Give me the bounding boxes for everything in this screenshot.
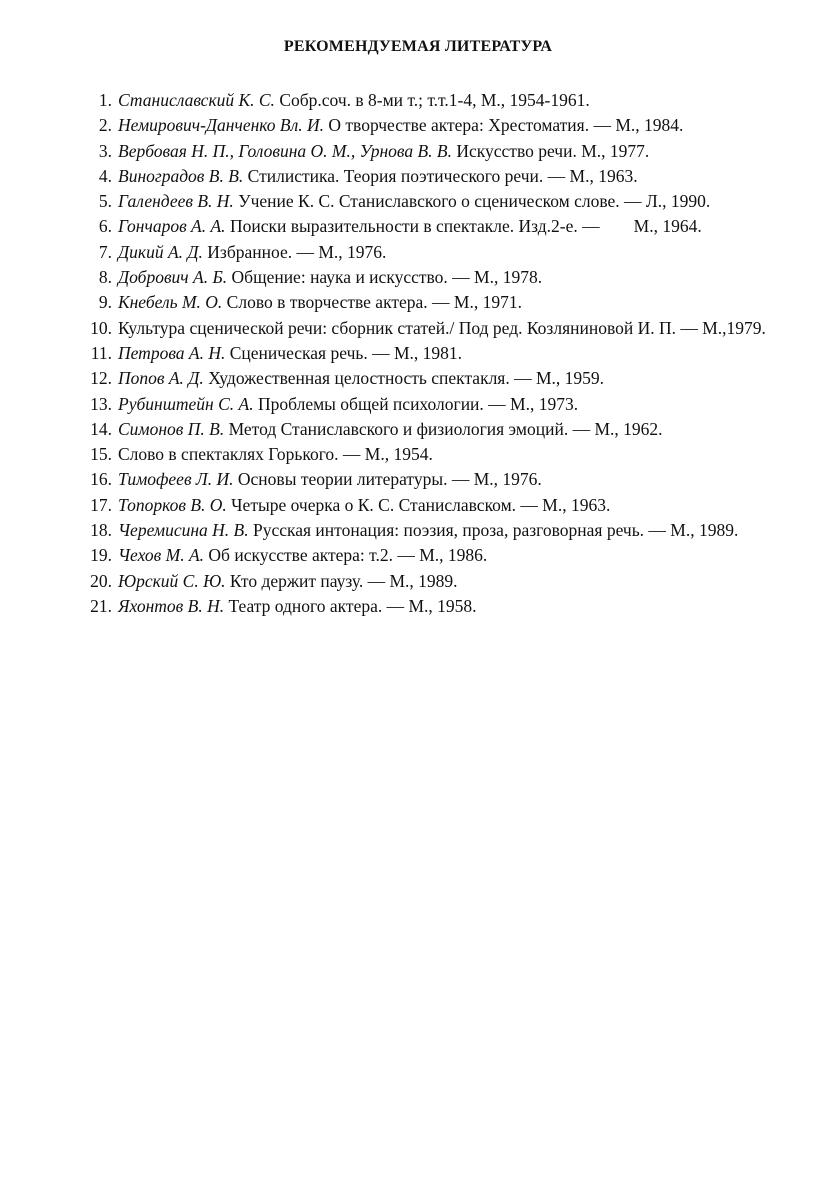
reference-item — [44, 88, 820, 113]
item-author: Гончаров А. А. — [118, 216, 226, 237]
item-number: 20. — [90, 570, 112, 591]
item-author: Виноградов В. В. — [118, 165, 244, 186]
item-number: 21. — [90, 595, 112, 616]
item-author: Вербовая Н. П., Головина О. М., Урнова В. В. — [118, 140, 452, 161]
item-author: Немирович-Данченко Вл. И. — [118, 115, 325, 136]
item-author: Яхонтов В. Н. — [118, 595, 225, 616]
reference-item — [44, 214, 820, 239]
item-text: Сценическая речь. — М., 1981. — [229, 342, 463, 363]
item-author: Кнебель М. О. — [118, 292, 223, 313]
reference-item — [44, 493, 820, 518]
item-text: Основы теории литературы. — М., 1976. — [237, 469, 542, 490]
item-number: 2. — [98, 115, 112, 136]
reference-item — [44, 164, 820, 189]
item-text: Собр.соч. в 8-ми т.; т.т.1-4, М., 1954-1961. — [279, 90, 590, 110]
item-text: Театр одного актера. — М., 1958. — [228, 595, 477, 616]
item-text: Избранное. — М., 1976. — [207, 241, 387, 262]
item-number: 17. — [90, 494, 112, 515]
reference-item — [44, 341, 820, 366]
item-author: Черемисина Н. В. — [118, 520, 249, 541]
item-text: О творчестве актера: Хрестоматия. — М., 1984. — [328, 115, 684, 136]
item-number: 5. — [98, 191, 112, 212]
item-text: Об искусстве актера: т.2. — М., 1986. — [208, 545, 488, 566]
reference-item — [44, 543, 820, 568]
item-text: Общение: наука и искусство. — М., 1978. — [231, 267, 543, 288]
reference-item — [44, 265, 820, 290]
item-author: Юрский С. Ю. — [118, 570, 226, 591]
reference-item — [44, 316, 820, 341]
item-author: Станиславский К. С. — [118, 90, 275, 110]
reference-item — [44, 189, 820, 214]
reference-item — [44, 392, 820, 417]
item-author: Чехов М. А. — [118, 545, 205, 566]
item-author: Топорков В. О. — [118, 494, 227, 515]
reference-item — [44, 240, 820, 265]
item-text: Русская интонация: поэзия, проза, разговорная речь. — М., 1989. — [252, 520, 739, 541]
item-text-continued: М., 1964. — [633, 216, 702, 237]
reference-item — [44, 290, 820, 315]
item-number: 18. — [90, 520, 112, 541]
item-number: 10. — [90, 317, 112, 338]
item-author: Попов А. Д. — [118, 368, 204, 389]
reference-item — [44, 518, 820, 543]
item-text: Культура сценической речи: сборник статей./ Под ред. Козляниновой И. П. — М.,1979. — [118, 317, 766, 338]
item-number: 12. — [90, 368, 112, 389]
reference-item — [44, 113, 820, 138]
item-author: Добрович А. Б. — [118, 267, 228, 288]
item-number: 13. — [90, 393, 112, 414]
item-author: Тимофеев Л. И. — [118, 469, 234, 490]
reference-item — [44, 139, 820, 164]
item-text: Четыре очерка о К. С. Станиславском. — М., 1963. — [231, 494, 611, 515]
item-number: 3. — [98, 140, 112, 161]
item-text: Искусство речи. М., 1977. — [456, 140, 650, 161]
item-text: Художественная целостность спектакля. — М., 1959. — [208, 368, 605, 389]
item-text: Проблемы общей психологии. — М., 1973. — [257, 393, 579, 414]
reference-item — [44, 569, 820, 594]
item-number: 16. — [90, 469, 112, 490]
item-number: 1. — [98, 90, 112, 110]
item-number: 9. — [98, 292, 112, 313]
item-number: 6. — [98, 216, 112, 237]
item-author: Рубинштейн С. А. — [118, 393, 254, 414]
item-author: Галендеев В. Н. — [118, 191, 234, 212]
item-text: Стилистика. Теория поэтического речи. — М., 1963. — [247, 165, 638, 186]
item-author: Дикий А. Д. — [118, 241, 203, 262]
item-number: 15. — [90, 444, 112, 465]
reference-item — [44, 467, 820, 492]
page-title: РЕКОМЕНДУЕМАЯ ЛИТЕРАТУРА — [283, 38, 553, 55]
reference-item — [44, 442, 820, 467]
reference-item — [44, 417, 820, 442]
item-number: 7. — [98, 241, 112, 262]
item-author: Петрова А. Н. — [118, 342, 226, 363]
item-number: 11. — [90, 342, 112, 363]
item-number: 19. — [90, 545, 112, 566]
reference-item — [44, 594, 820, 619]
item-text: Метод Станиславского и физиология эмоций. — М., 1962. — [228, 418, 663, 439]
item-author: Симонов П. В. — [118, 418, 225, 439]
item-text: Слово в спектаклях Горького. — М., 1954. — [118, 444, 433, 465]
item-text: Поиски выразительности в спектакле. Изд.2-е. — — [229, 216, 600, 237]
item-text: Учение К. С. Станиславского о сценическом слове. — Л., 1990. — [238, 191, 711, 212]
reference-list — [44, 88, 820, 619]
item-text: Слово в творчестве актера. — М., 1971. — [226, 292, 522, 313]
item-number: 14. — [90, 418, 112, 439]
item-text: Кто держит паузу. — М., 1989. — [229, 570, 458, 591]
item-number: 8. — [98, 267, 112, 288]
item-number: 4. — [98, 165, 112, 186]
reference-item — [44, 366, 820, 391]
